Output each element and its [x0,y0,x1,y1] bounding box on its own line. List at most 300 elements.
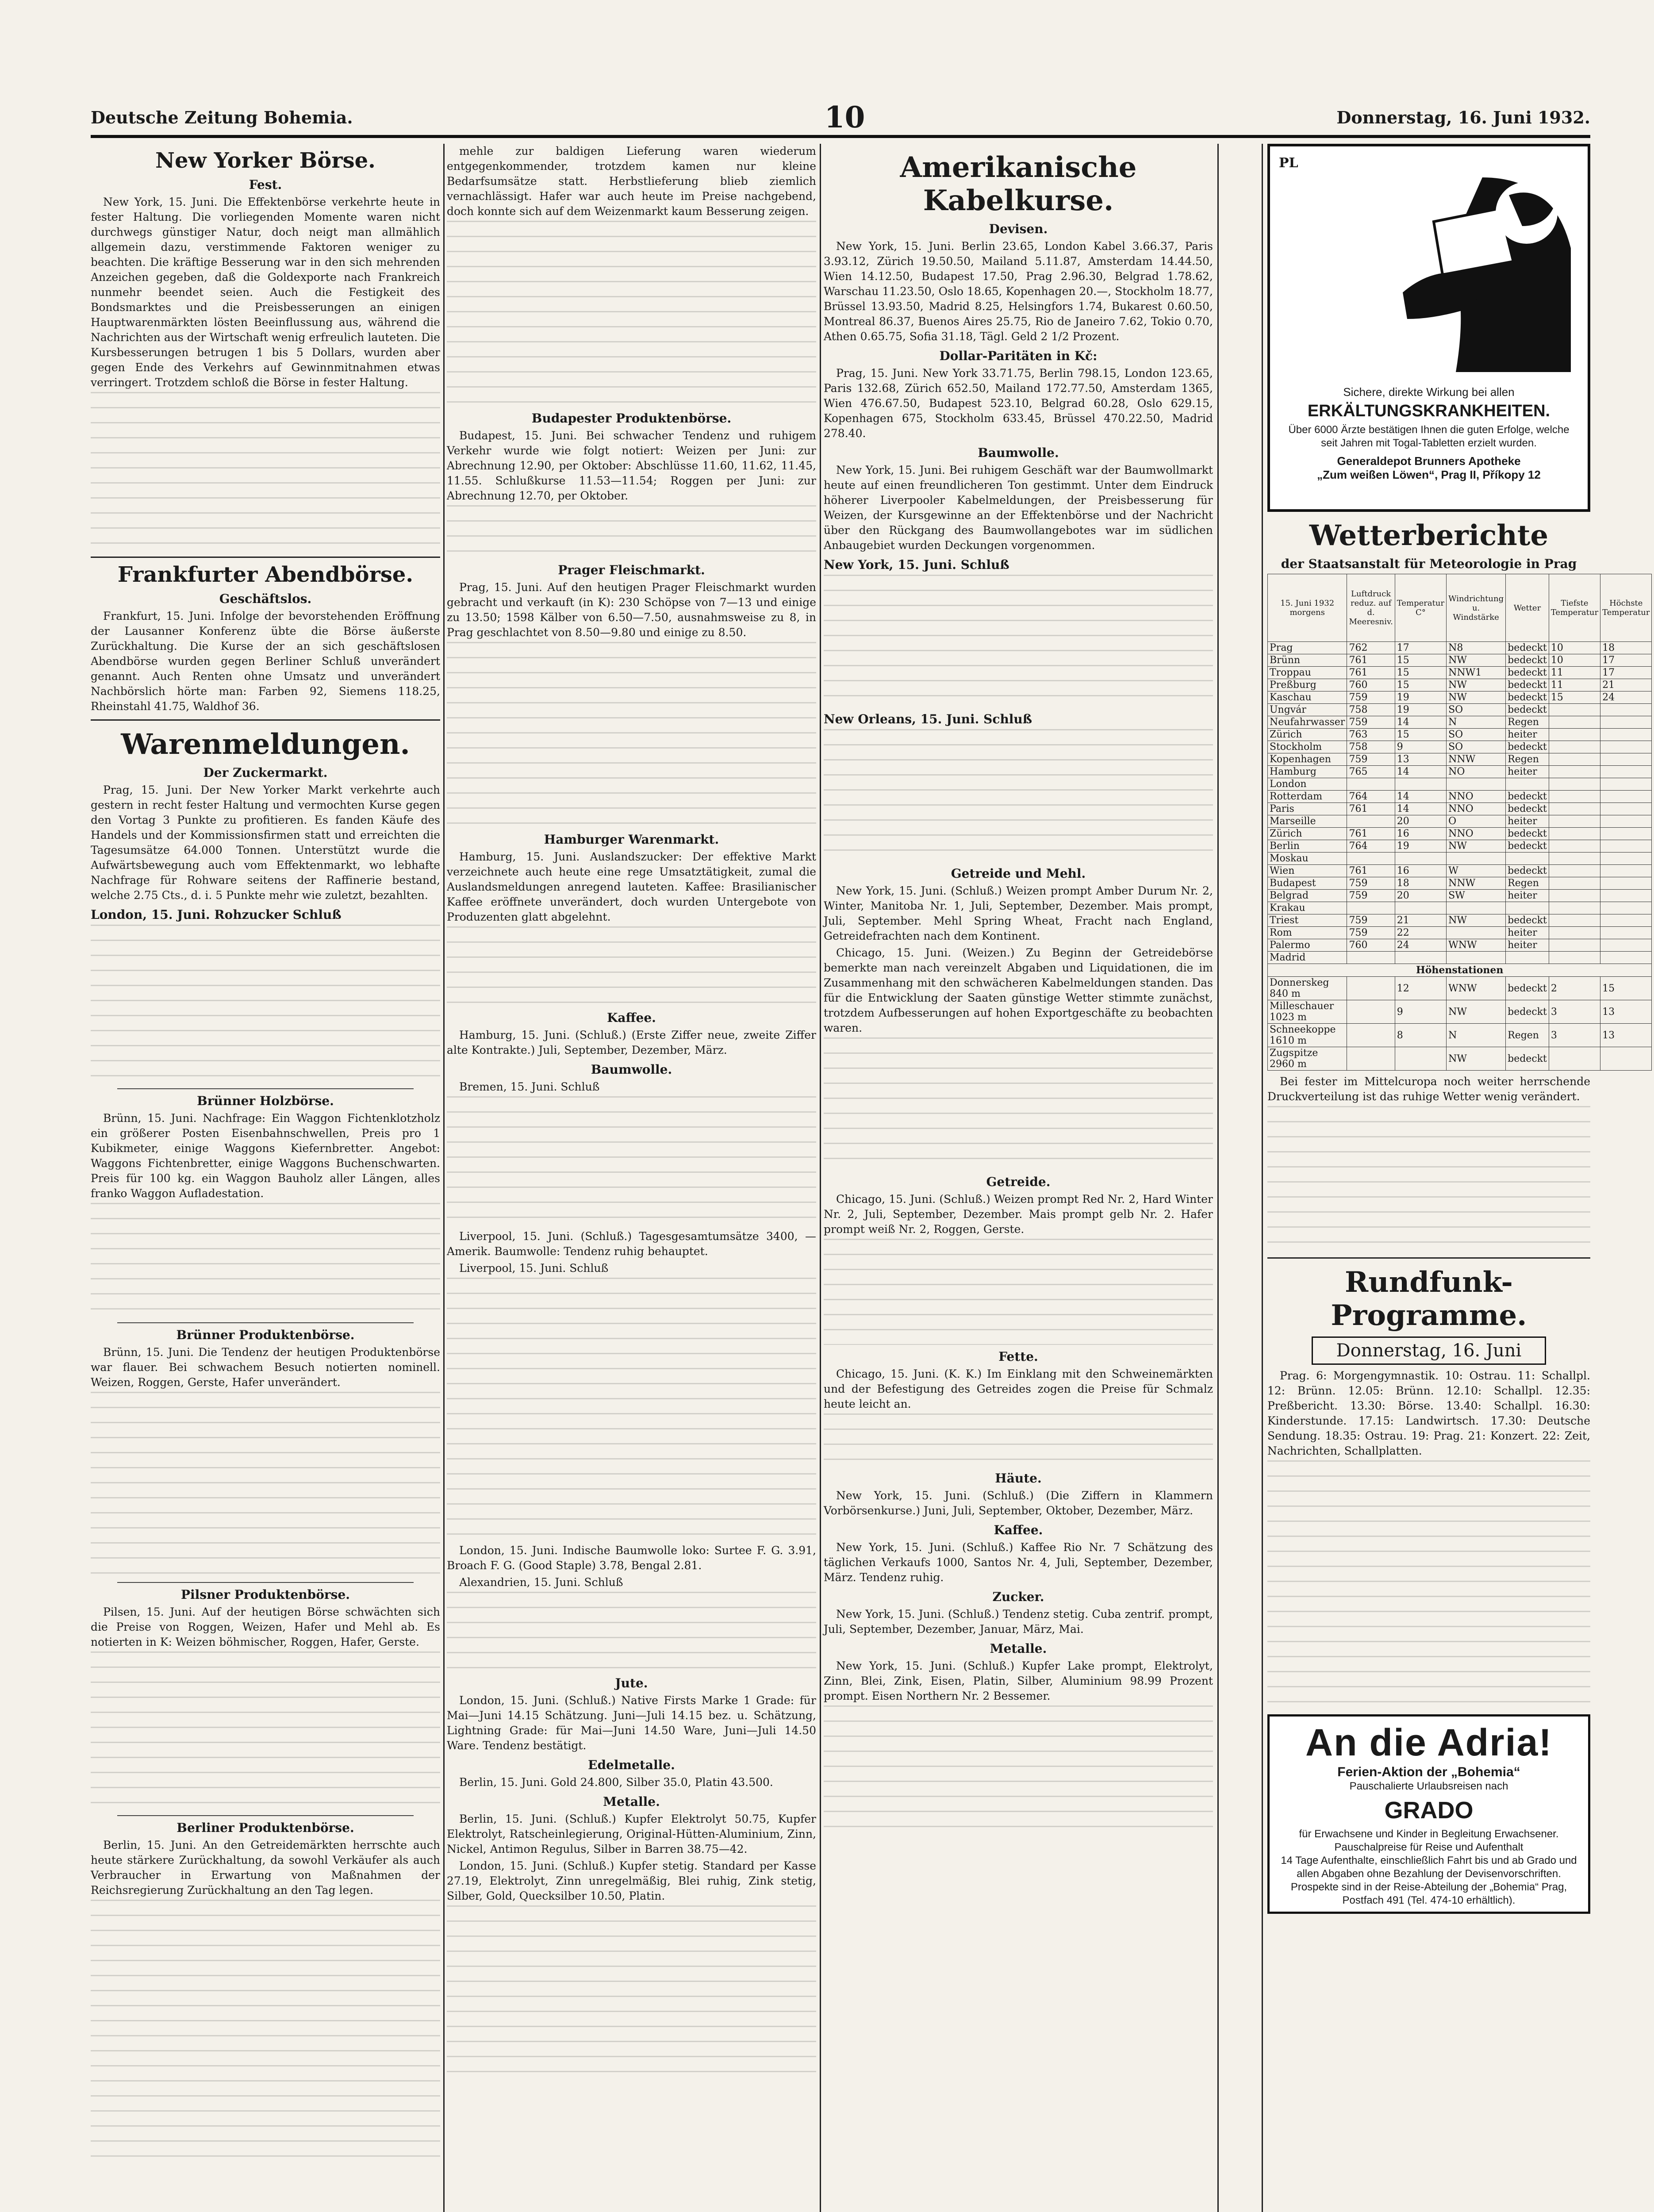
issue-date: Donnerstag, 16. Juni 1932. [1336,107,1590,127]
ad-depot: Generaldepot Brunners Apotheke [1337,454,1521,468]
weather-cell: Zugspitze 2960 m [1268,1047,1347,1071]
column-3 [824,144,1213,2212]
article-text: Brünn, 15. Juni. Die Tendenz der heutigen Produktenbörse war flauer. Bei schwachem Besuch notierten nominell. Weizen, Roggen, Gerste, Hafer unverändert. [91,1346,440,1389]
article-text: Hamburg, 15. Juni. (Schluß.) (Erste Ziffer neue, zweite Ziffer alte Kontrakte.) Juli, September, Dezember, März. [447,1029,816,1056]
weather-cell [1395,902,1446,914]
table-caption: New York, 15. Juni. Schluß [824,557,1009,572]
article-text: New York, 15. Juni. Bei ruhigem Geschäft war der Baumwollmarkt heute auf einen freundlicheren Ton gestimmt. Unter dem Eindruck höherer Liverpooler Kabelmeldungen, der Preisbesserung für Weizen, der Kursgewinne an der Effektenbörse und der Nachricht über den Rückgang des Baumwollangebotes war im südlichen Anbaugebiet wurden Deckungen vorgenommen. [824,464,1213,552]
weather-cell [1347,853,1395,865]
weather-cell: Rom [1268,927,1347,939]
weather-row [1268,977,1652,1000]
weather-cell [1600,1047,1652,1071]
section-subtitle: Brünner Holzbörse. [197,1094,334,1108]
section-subtitle: Getreide. [986,1175,1051,1189]
weather-cell: 761 [1347,803,1395,815]
weather-cell [1347,902,1395,914]
section-subtitle: Berliner Produktenbörse. [177,1820,354,1835]
weather-cell: Belgrad [1268,890,1347,902]
article-continuation [447,926,816,1006]
weather-cell: bedeckt [1506,828,1549,840]
section-title: Warenmeldungen. [121,728,410,761]
weather-cell: 17 [1600,654,1652,667]
weather-cell: 13 [1600,1000,1652,1024]
divider [117,1582,414,1583]
weather-cell [1600,803,1652,815]
page-number: 10 [824,100,865,134]
weather-cell [1549,716,1600,729]
radio-date-box: Donnerstag, 16. Juni [1312,1336,1546,1365]
weather-cell [1549,753,1600,766]
ad-address: „Zum weißen Löwen“, Prag II, Příkopy 12 [1317,468,1541,481]
ad-tagline: Sichere, direkte Wirkung bei allen [1343,385,1515,399]
weather-cell: N [1447,716,1506,729]
weather-cell [1600,914,1652,927]
weather-cell: bedeckt [1506,691,1549,704]
weather-row [1268,853,1652,865]
ad-brand: PL [1279,155,1298,171]
weather-cell: Paris [1268,803,1347,815]
weather-cell: 764 [1347,840,1395,853]
article-text: mehle zur baldigen Lieferung waren wiederum entgegenkommender, trotzdem kamen nur kleine Bedarfsumsätze statt. Herbstlieferung blieb ziemlich vernachlässigt. Hafer war auch heute im Preise nachgebend, doch konnte sich auf dem Weizenmarkt kaum Besserung zeigen. [447,145,816,218]
weather-cell: 15 [1395,679,1446,691]
weather-cell: Prag [1268,642,1347,654]
masthead-left: Deutsche Zeitung Bohemia. [91,107,353,127]
weather-row [1268,642,1652,654]
weather-cell: 759 [1347,753,1395,766]
weather-cell [1600,840,1652,853]
weather-cell: Triest [1268,914,1347,927]
article-text: Pilsen, 15. Juni. Auf der heutigen Börse schwächten sich die Preise von Roggen, Weizen, Hafer und Mehl ab. Es notierten in K: Weizen böhmischer, Roggen, Hafer, Gerste. [91,1605,440,1648]
weather-cell: heiter [1506,766,1549,778]
section-subtitle: Fest. [249,177,282,192]
weather-time: morgens [1289,608,1325,617]
weather-cell: 20 [1395,890,1446,902]
weather-col-header: Luftdruck reduz. auf d. Meeresniv. [1347,574,1395,642]
weather-cell: Preßburg [1268,679,1347,691]
weather-cell: Brünn [1268,654,1347,667]
stock-listing [91,392,440,551]
weather-cell: bedeckt [1506,1047,1549,1071]
weather-cell: Regen [1506,753,1549,766]
weather-row [1268,890,1652,902]
article-text: New York, 15. Juni. Berlin 23.65, London Kabel 3.66.37, Paris 3.93.12, Zürich 19.50.50, Mailand 5.11.87, Amsterdam 14.44.50, Wien 14.12.50, Budapest 17.50, Prag 2.96.30, Belgrad 1.78.62, Warschau 11.23.50, Oslo 18.65, Kopenhagen 20.—, Stockholm 18.77, Brüssel 13.93.50, Madrid 8.25, Helsingfors 1.74, Bukarest 0.60.50, Montreal 86.37, Buenos Aires 25.75, Rio de Janeiro 7.62, Tokio 0.70, Athen 0.65.75, Sofia 31.18, Tägl. Geld 2 1/2 Prozent. [824,240,1213,343]
weather-cell: 759 [1347,914,1395,927]
section-subtitle: Pilsner Produktenbörse. [180,1587,350,1602]
weather-cell: 19 [1395,704,1446,716]
weather-col-header: Tiefste Temperatur [1549,574,1600,642]
article-continuation [824,1037,1213,1170]
weather-row [1268,939,1652,952]
article-continuation [824,1705,1213,1838]
weather-cell: Donnerskeg 840 m [1268,977,1347,1000]
section-title: Rundfunk-Programme. [1331,1266,1527,1332]
weather-cell: 18 [1600,642,1652,654]
weather-cell [1347,778,1395,791]
section-rule [1267,1257,1590,1259]
weather-row [1268,753,1652,766]
weather-cell: NNW [1447,753,1506,766]
section-subtitle: Geschäftslos. [219,591,312,606]
column-rule [443,144,445,2212]
weather-cell: 759 [1347,691,1395,704]
weather-cell: Troppau [1268,667,1347,679]
article-continuation [91,1651,440,1811]
weather-cell: 761 [1347,654,1395,667]
weather-cell: Berlin [1268,840,1347,853]
weather-row [1268,902,1652,914]
section-title: Frankfurter Abendbörse. [117,562,414,587]
weather-cell: W [1447,865,1506,877]
weather-forecast-text: Bei fester im Mittelcuropa noch weiter herrschende Druckverteilung ist das ruhige Wetter wenig verändert. [1267,1075,1590,1103]
weather-cell: 24 [1395,939,1446,952]
weather-cell [1600,890,1652,902]
weather-cell [1549,877,1600,890]
weather-date: 15. Juni 1932 [1280,599,1335,608]
weather-cell: 761 [1347,828,1395,840]
section-subtitle: Der Zuckermarkt. [203,765,328,780]
weather-cell: SO [1447,704,1506,716]
weather-cell: 11 [1549,679,1600,691]
section-subtitle: Fette. [998,1349,1038,1364]
weather-cell [1506,853,1549,865]
weather-cell [1549,704,1600,716]
weather-cell: bedeckt [1506,803,1549,815]
weather-cell: 16 [1395,865,1446,877]
weather-cell: 18 [1395,877,1446,890]
weather-cell: NW [1447,1047,1506,1071]
weather-cell [1549,1047,1600,1071]
weather-row [1268,704,1652,716]
weather-row [1268,1047,1652,1071]
weather-cell: 9 [1395,1000,1446,1024]
weather-cell: Milleschauer 1023 m [1268,1000,1347,1024]
weather-subheader-row [1268,964,1652,977]
article-text: Berlin, 15. Juni. Gold 24.800, Silber 35.0, Platin 43.500. [459,1776,773,1789]
section-subtitle: Jute. [615,1676,648,1690]
weather-cell: 13 [1395,753,1446,766]
weather-cell [1549,778,1600,791]
weather-cell: Palermo [1268,939,1347,952]
weather-row [1268,865,1652,877]
weather-cell: Zürich [1268,828,1347,840]
weather-row [1268,1000,1652,1024]
section-title: Wetterberichte [1309,519,1549,552]
weather-cell: Krakau [1268,902,1347,914]
weather-cell [1600,791,1652,803]
ad-illustration [1367,160,1580,372]
weather-cell: N [1447,1024,1506,1047]
weather-cell: bedeckt [1506,679,1549,691]
weather-cell: 3 [1549,1000,1600,1024]
weather-cell [1447,853,1506,865]
article-continuation [91,1203,440,1318]
section-subtitle: Kaffee. [607,1010,656,1025]
adria-advertisement [1267,1714,1590,1914]
weather-row [1268,691,1652,704]
weather-cell: 13 [1600,1024,1652,1047]
article-text: Chicago, 15. Juni. (Schluß.) Weizen prompt Red Nr. 2, Hard Winter Nr. 2, Juli, September, Dezember. Mais prompt gelb Nr. 2. Hafer prompt weiß Nr. 2, Roggen, Gerste. [824,1193,1213,1236]
section-title: Amerikanische Kabelkurse. [900,151,1137,217]
weather-cell [1600,704,1652,716]
weather-cell: 765 [1347,766,1395,778]
weather-cell: 2 [1549,977,1600,1000]
divider [117,1322,414,1323]
weather-cell [1600,741,1652,753]
weather-col-header: Wetter [1506,574,1549,642]
weather-cell: 761 [1347,667,1395,679]
section-subtitle: Kaffee. [994,1523,1043,1537]
weather-cell: 17 [1395,642,1446,654]
weather-cell: bedeckt [1506,704,1549,716]
weather-cell [1549,902,1600,914]
weather-cell [1549,853,1600,865]
weather-row [1268,927,1652,939]
weather-cell: Budapest [1268,877,1347,890]
weather-cell: NW [1447,914,1506,927]
weather-cell [1549,729,1600,741]
weather-cell: Kaschau [1268,691,1347,704]
weather-cell: 14 [1395,766,1446,778]
weather-cell: O [1447,815,1506,828]
ad-body: für Erwachsene und Kinder in Begleitung Erwachsener. Pauschalpreise für Reise und Aufenthalt [1299,1828,1559,1853]
column-rule [1262,144,1263,2212]
weather-cell: 17 [1600,667,1652,679]
weather-row [1268,914,1652,927]
article-text: Berlin, 15. Juni. (Schluß.) Kupfer Elektrolyt 50.75, Kupfer Elektrolyt, Ratscheinlegierung, Original-Hütten-Aluminium, Zinn, Nickel, Antimon Regulus, Silber in Barren 38.75—42. [447,1813,816,1855]
weather-cell: Regen [1506,716,1549,729]
weather-cell: bedeckt [1506,654,1549,667]
radio-program-text: Prag. 6: Morgengymnastik. 10: Ostrau. 11: Schallpl. 12: Brünn. 12.05: Brünn. 12.10: Schallpl. 12.35: Preßbericht. 13.30: Börse. 13.40: Schallpl. 16.30: Kinderstunde. 17.15: Landwirtsch. 17.30: Deutsche Sendung. 18.35: Ostrau. 19: Prag. 21: Konzert. 22: Zeit, Nachrichten, Schallplatten. [1267,1369,1590,1457]
article-text: Bremen, 15. Juni. Schluß [459,1080,600,1093]
weather-row [1268,815,1652,828]
weather-table [1267,574,1652,1071]
section-title: New Yorker Börse. [155,148,376,173]
weather-cell: 24 [1600,691,1652,704]
weather-date-cell [1268,574,1347,642]
weather-cell [1447,952,1506,964]
section-subtitle: Dollar-Paritäten in Kč: [939,349,1098,363]
weather-cell [1600,716,1652,729]
weather-cell: 3 [1549,1024,1600,1047]
weather-cell: 15 [1395,667,1446,679]
weather-cell: SO [1447,729,1506,741]
weather-cell: 760 [1347,679,1395,691]
weather-cell [1447,927,1506,939]
weather-cell: SW [1447,890,1506,902]
weather-cell: NNO [1447,828,1506,840]
weather-row [1268,766,1652,778]
weather-cell: bedeckt [1506,1000,1549,1024]
weather-subheader: Höhenstationen [1268,964,1652,977]
weather-cell [1549,791,1600,803]
weather-cell: 14 [1395,791,1446,803]
article-continuation [824,1413,1213,1467]
weather-cell [1506,778,1549,791]
weather-header-row [1268,574,1652,642]
weather-cell: 15 [1600,977,1652,1000]
weather-cell: Marseille [1268,815,1347,828]
weather-cell [1549,741,1600,753]
weather-row [1268,716,1652,729]
weather-cell [1347,815,1395,828]
weather-cell: bedeckt [1506,741,1549,753]
weather-cell: 16 [1395,828,1446,840]
weather-cell [1600,778,1652,791]
weather-cell: 760 [1347,939,1395,952]
article-text: Brünn, 15. Juni. Nachfrage: Ein Waggon Fichtenklotzholz ein größerer Posten Eisenbahnschwellen, Preis pro 1 Kubikmeter, einige Waggons Kiefernbretter. Angebot: Waggons Fichtenbretter, einige Waggons Buchenschwarten. Preis für 100 kg. ein Waggon Bauholz aller Längen, alles franko Waggon Aufladestation. [91,1112,440,1200]
togal-advertisement [1267,144,1590,512]
weather-cell: N8 [1447,642,1506,654]
weather-row [1268,828,1652,840]
column-1 [91,144,440,2212]
weather-cell: 759 [1347,877,1395,890]
weather-cell: 759 [1347,890,1395,902]
section-rule [91,557,440,558]
weather-cell: bedeckt [1506,840,1549,853]
weather-cell [1600,753,1652,766]
weather-row [1268,840,1652,853]
divider [117,1088,414,1089]
weather-cell [1600,766,1652,778]
weather-cell [1549,939,1600,952]
ad-destination: GRADO [1384,1797,1474,1824]
weather-cell: Neufahrwasser [1268,716,1347,729]
weather-col-header: Höchste Temperatur [1600,574,1652,642]
weather-col-header: Windrichtung u. Windstärke [1447,574,1506,642]
weather-cell: Moskau [1268,853,1347,865]
weather-cell: 10 [1549,642,1600,654]
article-text: New York, 15. Juni. (Schluß.) Tendenz stetig. Cuba zentrif. prompt, Juli, September, Dezember, Januar, März, Mai. [824,1608,1213,1636]
section-subtitle: Edelmetalle. [588,1758,675,1772]
weather-cell [1549,766,1600,778]
article-text: Chicago, 15. Juni. (K. K.) Im Einklang mit den Schweinemärkten und der Befestigung des Getreides zogen die Preise für Schmalz heute leicht an. [824,1367,1213,1410]
cotton-price-table [447,1278,816,1543]
weather-cell [1447,778,1506,791]
weather-col-header: Temperatur C° [1395,574,1446,642]
weather-cell: Ungvár [1268,704,1347,716]
weather-cell: 20 [1395,815,1446,828]
article-text: New York, 15. Juni. Die Effektenbörse verkehrte heute in fester Haltung. Die vorliegenden Momente waren nicht durchwegs günstiger Natur, doch neigt man allmählich allgemein dazu, verstimmende Faktoren weniger zu beachten. Die kräftige Besserung war in den sich mehrenden Anzeichen gegeben, daß die Goldexporte nach Frankreich nunmehr beendet seien. Auch die Festigkeit des Bondsmarktes und die Preisbesserungen an einigen Hauptwarenmärkten lösten Beeinflussung aus, während die Nachrichten aus der Wirtschaft wenig erfreulich lauteten. Die Kursbesserungen betrugen 1 bis 5 Dollars, wurden aber gegen Ende des Verkehrs auf Gewinnmitnahmen etwas verringert. Trotzdem schloß die Börse in fester Haltung. [91,196,440,389]
weather-cell: bedeckt [1506,791,1549,803]
weather-row [1268,679,1652,691]
article-text: Chicago, 15. Juni. (Weizen.) Zu Beginn der Getreidebörse bemerkte man nach vereinzelt Abgaben und Liquidationen, die im Zusammenhang mit den schwächeren Kabelmeldungen standen. Das für die Entwicklung der Saaten günstige Wetter stimmte zunächst, trotzdem Aufbesserungen auf hohen Exportgeschäfte zu beobachten waren. [824,946,1213,1034]
weather-cell: 21 [1600,679,1652,691]
weather-row [1268,791,1652,803]
weather-cell [1395,952,1446,964]
weather-cell: 11 [1549,667,1600,679]
weather-cell: NNO [1447,791,1506,803]
cotton-price-table [824,575,1213,707]
weather-cell: NNW1 [1447,667,1506,679]
ad-headline: An die Adria! [1305,1721,1552,1764]
weather-cell [1600,828,1652,840]
weather-cell: NW [1447,679,1506,691]
weather-cell: bedeckt [1506,865,1549,877]
section-subtitle: Budapester Produktenbörse. [531,411,732,426]
weather-cell: 12 [1395,977,1446,1000]
weather-cell: Kopenhagen [1268,753,1347,766]
section-subtitle: Hamburger Warenmarkt. [544,832,719,847]
weather-cell: 21 [1395,914,1446,927]
weather-cell [1506,902,1549,914]
section-subtitle: Häute. [995,1471,1042,1486]
header-rule [91,135,1590,138]
weather-cell: 758 [1347,704,1395,716]
weather-row [1268,654,1652,667]
weather-cell [1600,853,1652,865]
article-text: London, 15. Juni. Indische Baumwolle loko: Surtee F. G. 3.91, Broach F. G. (Good Staple) 3.78, Bengal 2.81. [447,1544,816,1572]
weather-cell: Hamburg [1268,766,1347,778]
weather-cell: 14 [1395,716,1446,729]
weather-cell [1395,1047,1446,1071]
weather-cell [1347,952,1395,964]
weather-cell: 758 [1347,741,1395,753]
weather-cell [1347,1000,1395,1024]
weather-cell: WNW [1447,977,1506,1000]
cotton-price-table [447,1592,816,1671]
weather-cell: 759 [1347,716,1395,729]
article-text: Liverpool, 15. Juni. Schluß [459,1262,609,1275]
article-text: London, 15. Juni. (Schluß.) Kupfer stetig. Standard per Kasse 27.19, Elektrolyt, Zinn unregelmäßig, Blei ruhig, Zink stetig, Silber, Gold, Quecksilber 10.50, Platin. [447,1859,816,1902]
weather-cell: bedeckt [1506,914,1549,927]
weather-cell [1347,977,1395,1000]
weather-cell [1600,865,1652,877]
weather-cell: Stockholm [1268,741,1347,753]
weather-cell [1600,815,1652,828]
weather-row [1268,741,1652,753]
weather-row [1268,667,1652,679]
weather-cell: 759 [1347,927,1395,939]
weather-cell: bedeckt [1506,642,1549,654]
article-text: Prag, 15. Juni. New York 33.71.75, Berlin 798.15, London 123.65, Paris 132.68, Zürich 652.50, Mailand 172.77.50, Amsterdam 1365, Wien 476.67.50, Budapest 523.10, Belgrad 60.28, Oslo 629.15, Kopenhagen 675, Stockholm 633.45, Brüssel 470.22.50, Madrid 278.40. [824,367,1213,440]
article-text: Prag, 15. Juni. Der New Yorker Markt verkehrte auch gestern in recht fester Haltung und vermochten Kurse gegen den Vortag 3 Punkte zu profitieren. Es fanden Käufe des Handels und der Kommissionsfirmen statt und erreichten die Tagesumsätze 64.000 Tonnen. Unterstützt wurde die Aufwärtsbewegung auch vom Effektenmarkt, wo lebhafte Nachfrage für Rohware seitens der Raffinerie bestand, welche 2.75 Cts., d. i. 5 Punkte mehr wie zuletzt, bezahlten. [91,783,440,902]
section-subtitle: Zucker. [992,1590,1044,1604]
section-subtitle: Baumwolle. [591,1062,672,1077]
weather-cell: NW [1447,840,1506,853]
article-text: Alexandrien, 15. Juni. Schluß [459,1576,623,1589]
weather-cell: 15 [1395,729,1446,741]
article-continuation [447,642,816,828]
section-subtitle: Metalle. [990,1641,1047,1656]
section-subtitle: Brünner Produktenbörse. [176,1328,355,1342]
weather-cell: NNO [1447,803,1506,815]
article-text: Budapest, 15. Juni. Bei schwacher Tendenz und ruhigem Verkehr wurde wie folgt notiert: Weizen per Juni: zur Abrechnung 12.90, per Oktober: Abschlüsse 11.60, 11.62, 11.45, 11.55. Schlußkurse 11.53—11.54; Roggen per Juni: zur Abrechnung 12.70, per Oktober. [447,429,816,502]
section-subtitle: der Staatsanstalt für Meteorologie in Prag [1281,557,1577,571]
section-subtitle: Getreide und Mehl. [951,866,1086,881]
weather-row [1268,729,1652,741]
weather-cell [1549,828,1600,840]
weather-cell [1600,952,1652,964]
ad-body: Pauschalierte Urlaubsreisen nach [1349,1780,1508,1792]
weather-cell: London [1268,778,1347,791]
article-text: New York, 15. Juni. (Schluß.) Kupfer Lake prompt, Elektrolyt, Zinn, Blei, Zink, Eisen, Platin, Silber, Aluminium 98.99 Prozent prompt. Eisen Northern Nr. 2 Bessemer. [824,1659,1213,1702]
weather-cell [1549,865,1600,877]
page-header [91,102,1590,133]
weather-cell: NW [1447,654,1506,667]
ad-subhead: Ferien-Aktion der „Bohemia“ [1337,1765,1520,1779]
weather-cell [1549,952,1600,964]
article-text: London, 15. Juni. (Schluß.) Native Firsts Marke 1 Grade: für Mai—Juni 14.15 Schätzung. Juni—Juli 14.15 bez. u. Schätzung, Lightning Grade: für Mai—Juni 14.50 Ware, Juni—Juli 14.50 Ware. Tendenz bestätigt. [447,1694,816,1752]
section-rule [91,719,440,721]
weather-cell [1549,803,1600,815]
section-subtitle: Prager Fleischmarkt. [558,563,705,577]
weather-cell [1600,877,1652,890]
article-continuation [1267,1106,1590,1252]
weather-cell: bedeckt [1506,977,1549,1000]
weather-row [1268,1024,1652,1047]
article-continuation [91,1900,440,2165]
article-text: New York, 15. Juni. (Schluß.) Weizen prompt Amber Durum Nr. 2, Winter, Manitoba Nr. 1, Juli, September, Dezember. Mais prompt, Juli, September. Mehl Spring Wheat, Fracht nach England, Getreidefrachten nach dem Kontinent. [824,884,1213,942]
